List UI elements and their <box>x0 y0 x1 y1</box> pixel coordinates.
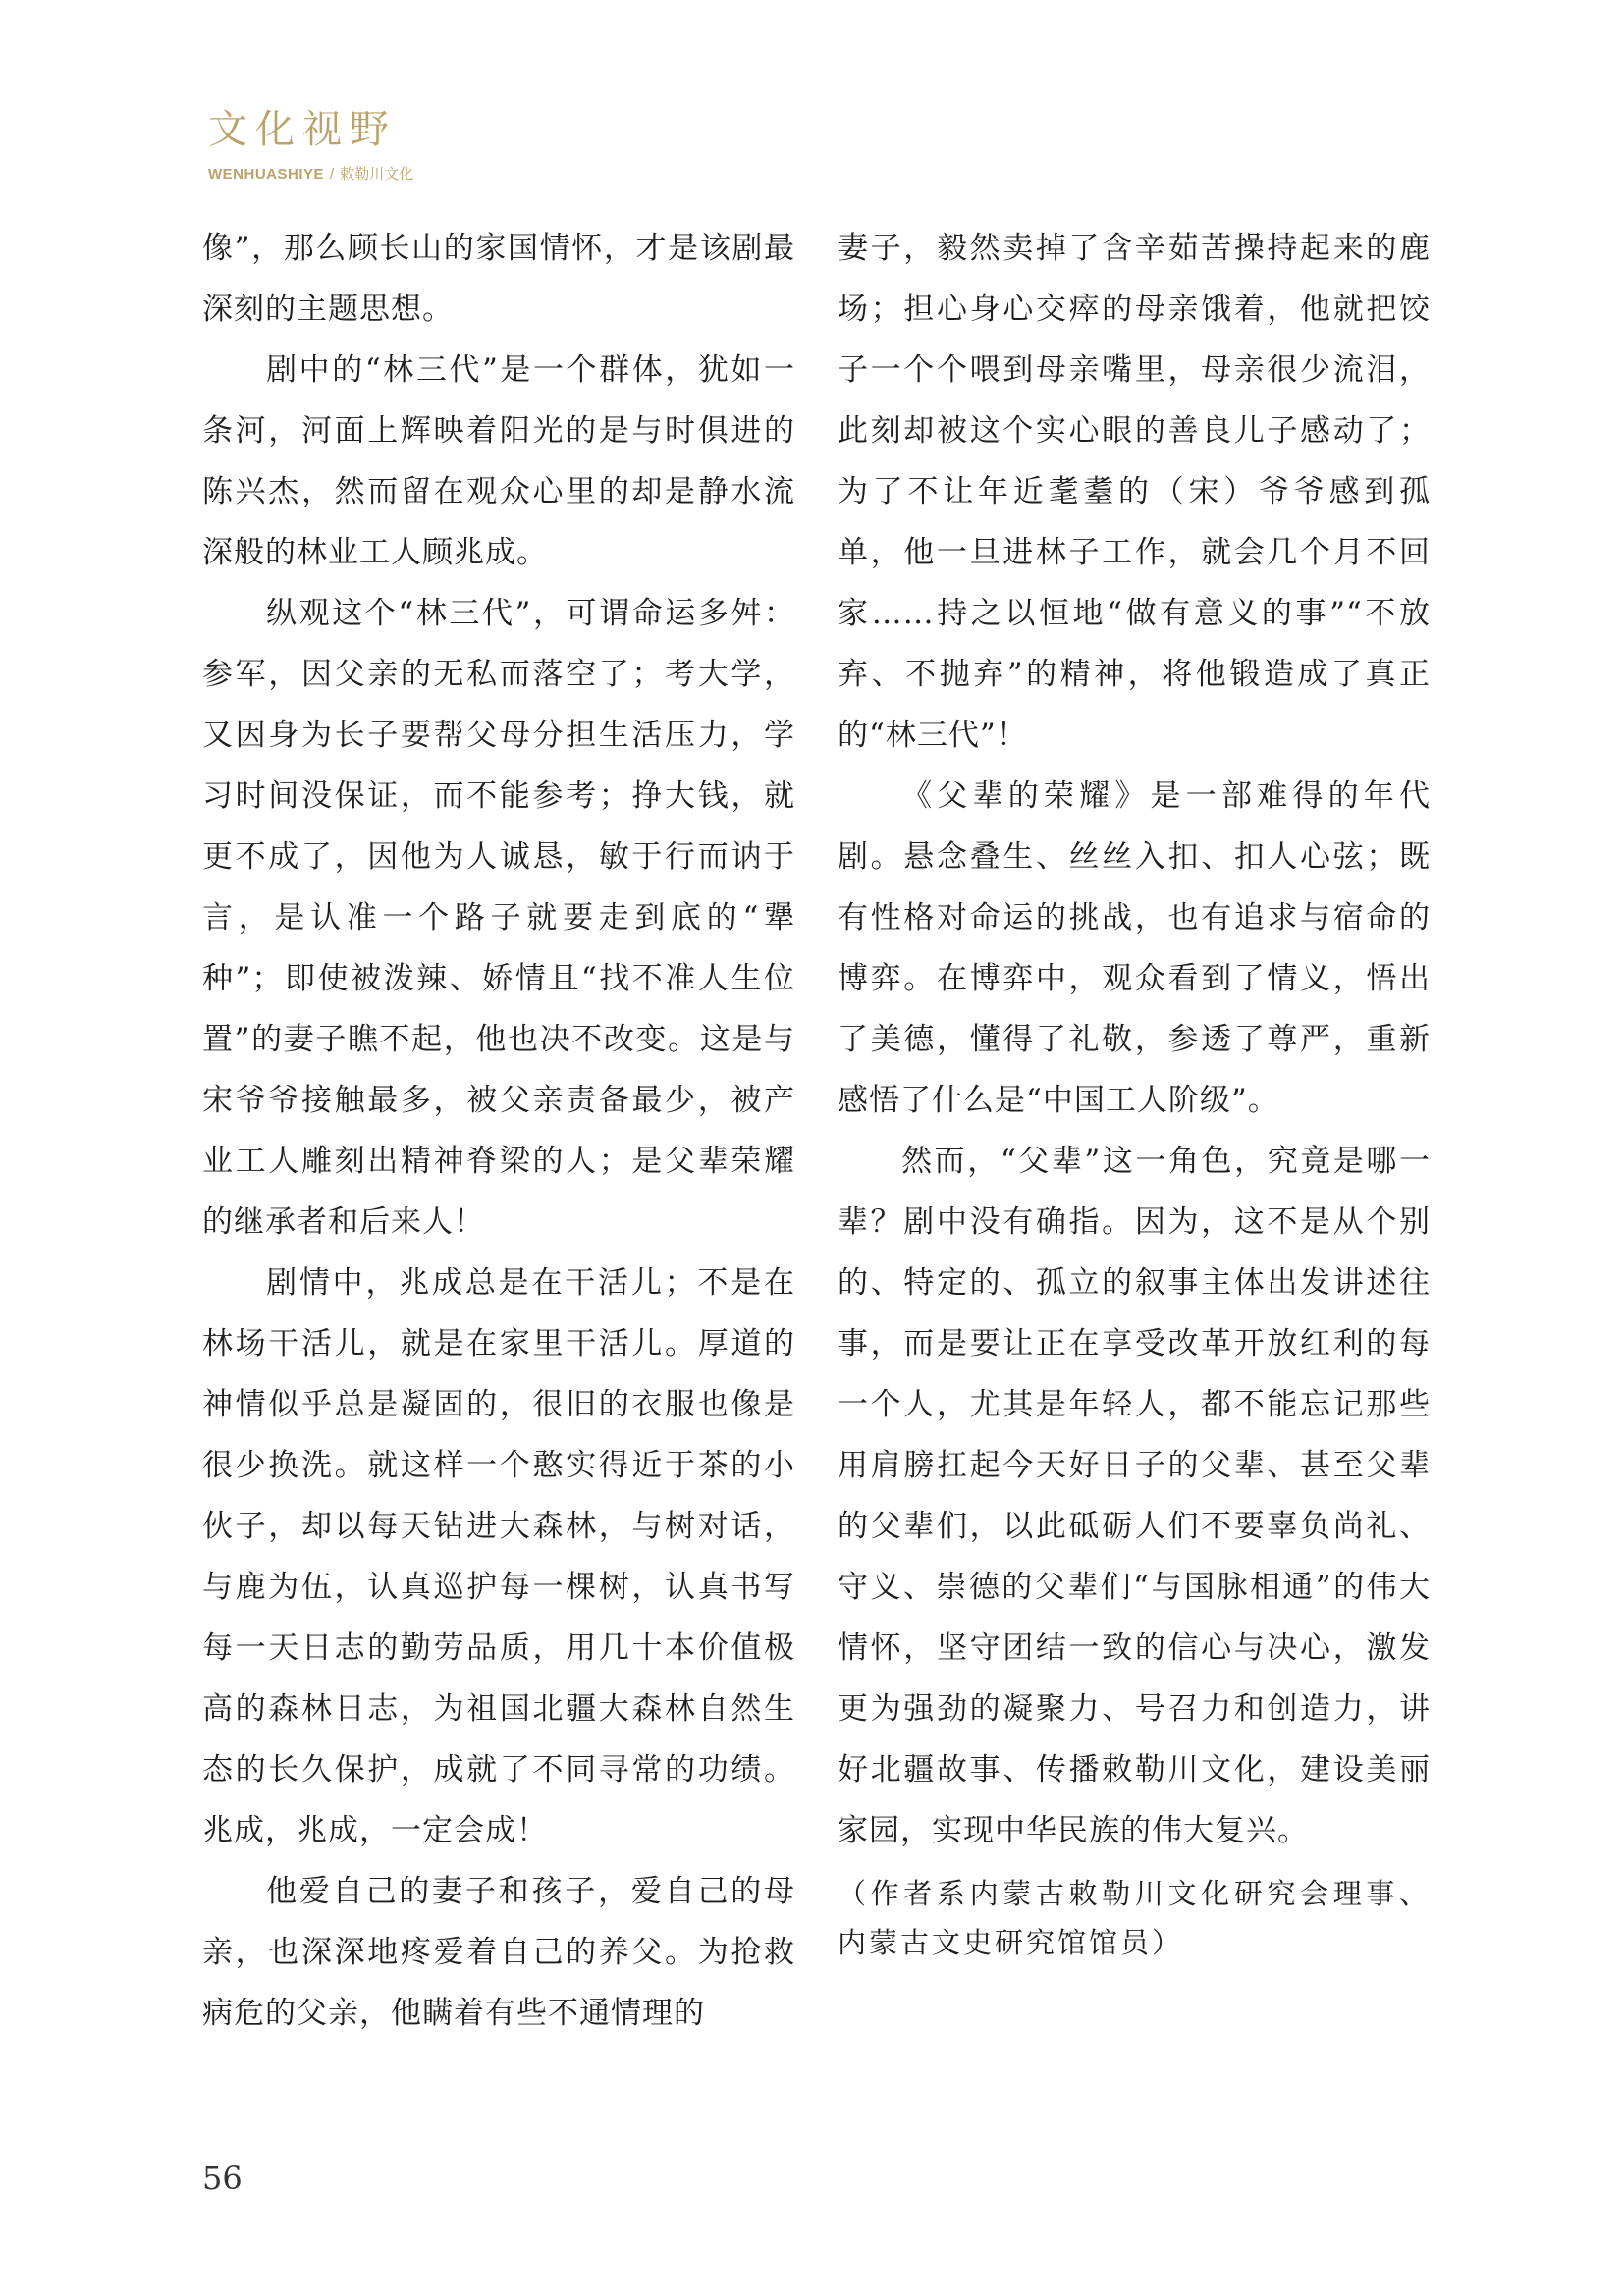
paragraph: 妻子，毅然卖掉了含辛茹苦操持起来的鹿场；担心身心交瘁的母亲饿着，他就把饺子一个个喂到母亲嘴里，母亲很少流泪，此刻却被这个实心眼的善良儿子感动了；为了不让年近耄耋的（宋）爷爷感到孤单，他一旦进林子工作，就会几个月不回家……持之以恒地“做有意义的事”“不放弃、不抛弃”的精神，将他锻造成了真正的“林三代”！ <box>838 231 1431 753</box>
author-note: （作者系内蒙古敕勒川文化研究会理事、内蒙古文史研究馆馆员） <box>838 1877 1431 1959</box>
paragraph: 剧情中，兆成总是在干活儿；不是在林场干活儿，就是在家里干活儿。厚道的神情似乎总是凝固的，很旧的衣服也像是很少换洗。就这样一个憨实得近于茶的小伙子，却以每天钻进大森林，与树对话，与鹿为伍，认真巡护每一棵树，认真书写每一天日志的勤劳品质，用几十本价值极高的森林日志，为祖国北疆大森林自然生态的长久保护，成就了不同寻常的功绩。兆成，兆成，一定会成！ <box>202 1265 795 1848</box>
section-subtitle-latin: WENHUASHIYE <box>208 166 325 183</box>
paragraph: 然而，“父辈”这一角色，究竟是哪一辈？剧中没有确指。因为，这不是从个别的、特定的、孤立的叙事主体出发讲述往事，而是要让正在享受改革开放红利的每一个人，尤其是年轻人，都不能忘记那些用肩膀扛起今天好日子的父辈、甚至父辈的父辈们，以此砥砺人们不要辜负尚礼、守义、崇德的父辈们“与国脉相通”的伟大情怀，坚守团结一致的信心与决心，激发更为强劲的凝聚力、号召力和创造力，讲好北疆故事、传播敕勒川文化，建设美丽家园，实现中华民族的伟大复兴。 <box>838 1144 1431 1848</box>
page-number: 56 <box>202 2160 243 2197</box>
section-subtitle-cn: 敕勒川文化 <box>340 166 414 183</box>
paragraph: 纵观这个“林三代”，可谓命运多舛：参军，因父亲的无私而落空了；考大学，又因身为长子要帮父母分担生活压力，学习时间没保证，而不能参考；挣大钱，就更不成了，因他为人诚恳，敏于行而讷于言，是认准一个路子就要走到底的“犟种”；即使被泼辣、娇情且“找不准人生位置”的妻子瞧不起，他也决不改变。这是与宋爷爷接触最多，被父亲责备最少，被产业工人雕刻出精神脊梁的人；是父辈荣耀的继承者和后来人！ <box>202 596 795 1240</box>
section-subtitle <box>208 163 413 184</box>
section-header <box>208 107 414 184</box>
paragraph: 他爱自己的妻子和孩子，爱自己的母亲，也深深地疼爱着自己的养父。为抢救病危的父亲，他瞒着有些不通情理的 <box>202 1874 795 2031</box>
paragraph: 像”，那么顾长山的家国情怀，才是该剧最深刻的主题思想。 <box>202 231 795 327</box>
section-subtitle-separator: / <box>330 166 335 183</box>
section-title: 文化视野 <box>208 107 397 152</box>
paragraph: 剧中的“林三代”是一个群体，犹如一条河，河面上辉映着阳光的是与时俱进的陈兴杰，然而留在观众心里的却是静水流深般的林业工人顾兆成。 <box>202 352 795 570</box>
right-column <box>838 218 1431 1967</box>
paragraph: 《父辈的荣耀》是一部难得的年代剧。悬念叠生、丝丝入扣、扣人心弦；既有性格对命运的挑战，也有追求与宿命的博弈。在博弈中，观众看到了情义，悟出了美德，懂得了礼敬，参透了尊严，重新感悟了什么是“中国工人阶级”。 <box>838 778 1431 1118</box>
left-column <box>202 218 795 2044</box>
